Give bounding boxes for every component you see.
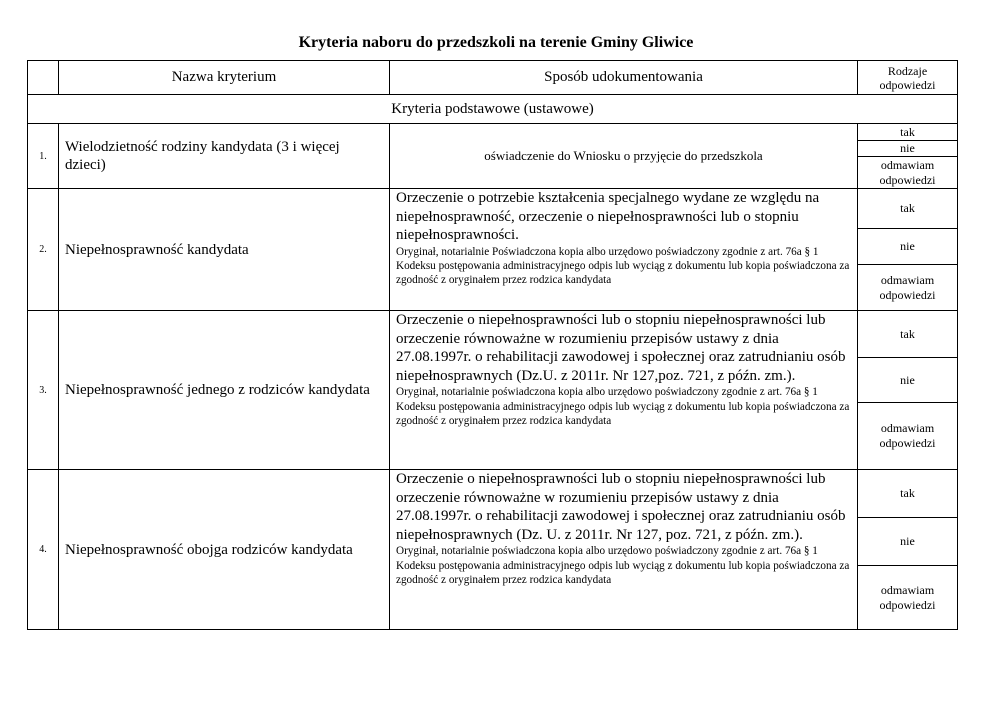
answer-refuse [858, 403, 958, 470]
table-header-row [28, 61, 958, 95]
table-row [28, 311, 958, 358]
answer-yes: tak [858, 470, 958, 518]
table-row [28, 189, 958, 229]
answer-no: nie [858, 229, 958, 265]
answer-no: nie [858, 518, 958, 566]
row-number: 1. [28, 124, 59, 189]
answer-refuse-line1: odmawiam [880, 582, 935, 597]
header-documentation: Sposób udokumentowania [390, 61, 858, 95]
answer-refuse [858, 265, 958, 311]
document-title: Kryteria naboru do przedszkoli na terenie Gminy Gliwice [298, 34, 694, 51]
criterion-name: Wielodzietność rodziny kandydata (3 i więcej dzieci) [59, 124, 390, 189]
answer-refuse-line2: odpowiedzi [879, 597, 936, 612]
criterion-name: Niepełnosprawność obojga rodziców kandydata [59, 470, 390, 630]
answer-refuse-line1: odmawiam [880, 421, 935, 435]
answer-yes: tak [858, 124, 958, 141]
answer-refuse-line1: odmawiam [880, 272, 935, 287]
documentation-note: Oryginał, notarialnie Poświadczona kopia albo urzędowo poświadczony zgodnie z art. 76a § 1 Kodeksu postępowania administracyjnego odpis lub wyciąg z dokumentu lub kopia poświadczona za zgodność z oryginałem przez rodzica kandydata [396, 245, 850, 287]
header-name: Nazwa kryterium [59, 61, 390, 95]
criteria-table [27, 60, 958, 630]
section-row [28, 95, 958, 124]
documentation-main-text: Orzeczenie o potrzebie kształcenia specjalnego wydane ze względu na niepełnosprawność, orzeczenie o niepełnosprawności lub o stopniu niepełnosprawności. [396, 190, 820, 244]
row-number: 4. [28, 470, 59, 630]
row-number: 3. [28, 311, 59, 470]
table-row [28, 470, 958, 518]
header-answers [858, 61, 958, 95]
criterion-name: Niepełnosprawność kandydata [59, 189, 390, 311]
answer-no: nie [858, 358, 958, 403]
documentation-main-text: Orzeczenie o niepełnosprawności lub o stopniu niepełnosprawności lub orzeczenie równoważne w rozumieniu przepisów ustawy z dnia 27.08.1997r. o rehabilitacji zawodowej i społecznej oraz zatrudnianiu osób niepełnosprawnych (Dz. U. z 2011r. Nr 127, poz. 721, z późn. zm.). [396, 471, 846, 543]
section-title: Kryteria podstawowe (ustawowe) [28, 95, 958, 124]
documentation-main-text: Orzeczenie o niepełnosprawności lub o stopniu niepełnosprawności lub orzeczenie równoważne w rozumieniu przepisów ustawy z dnia 27.08.1997r. o rehabilitacji zawodowej i społecznej oraz zatrudnianiu osób niepełnosprawnych (Dz.U. z 2011r. Nr 127,poz. 721, z późn. zm.). [396, 312, 846, 384]
answer-refuse-line1: odmawiam [880, 157, 935, 172]
answer-refuse-line2: odpowiedzi [879, 172, 936, 187]
header-answers-line2: odpowiedzi [879, 77, 936, 92]
header-answers-line1: Rodzaje [887, 63, 928, 78]
criterion-documentation [390, 189, 858, 311]
documentation-note: Oryginał, notarialnie poświadczona kopia albo urzędowo poświadczony zgodnie z art. 76a § 1 Kodeksu postępowania administracyjnego odpis lub wyciąg z dokumentu lub kopia poświadczona za zgodność z oryginałem przez rodzica kandydata [396, 386, 850, 427]
row-number: 2. [28, 189, 59, 311]
answer-refuse-line2: odpowiedzi [879, 436, 936, 450]
answer-refuse [858, 157, 958, 189]
answer-refuse [858, 566, 958, 630]
criterion-documentation: oświadczenie do Wniosku o przyjęcie do przedszkola [390, 124, 858, 189]
criterion-name: Niepełnosprawność jednego z rodziców kandydata [59, 311, 390, 470]
criterion-documentation [390, 311, 858, 470]
answer-yes: tak [858, 311, 958, 358]
header-number-cell [28, 61, 59, 95]
answer-refuse-line2: odpowiedzi [879, 287, 936, 302]
answer-no: nie [858, 141, 958, 157]
answer-yes: tak [858, 189, 958, 229]
table-row [28, 124, 958, 141]
documentation-note: Oryginał, notarialnie poświadczona kopia albo urzędowo poświadczony zgodnie z art. 76a § 1 Kodeksu postępowania administracyjnego odpis lub wyciąg z dokumentu lub kopia poświadczona za zgodność z oryginałem przez rodzica kandydata [396, 545, 850, 586]
criterion-documentation [390, 470, 858, 630]
